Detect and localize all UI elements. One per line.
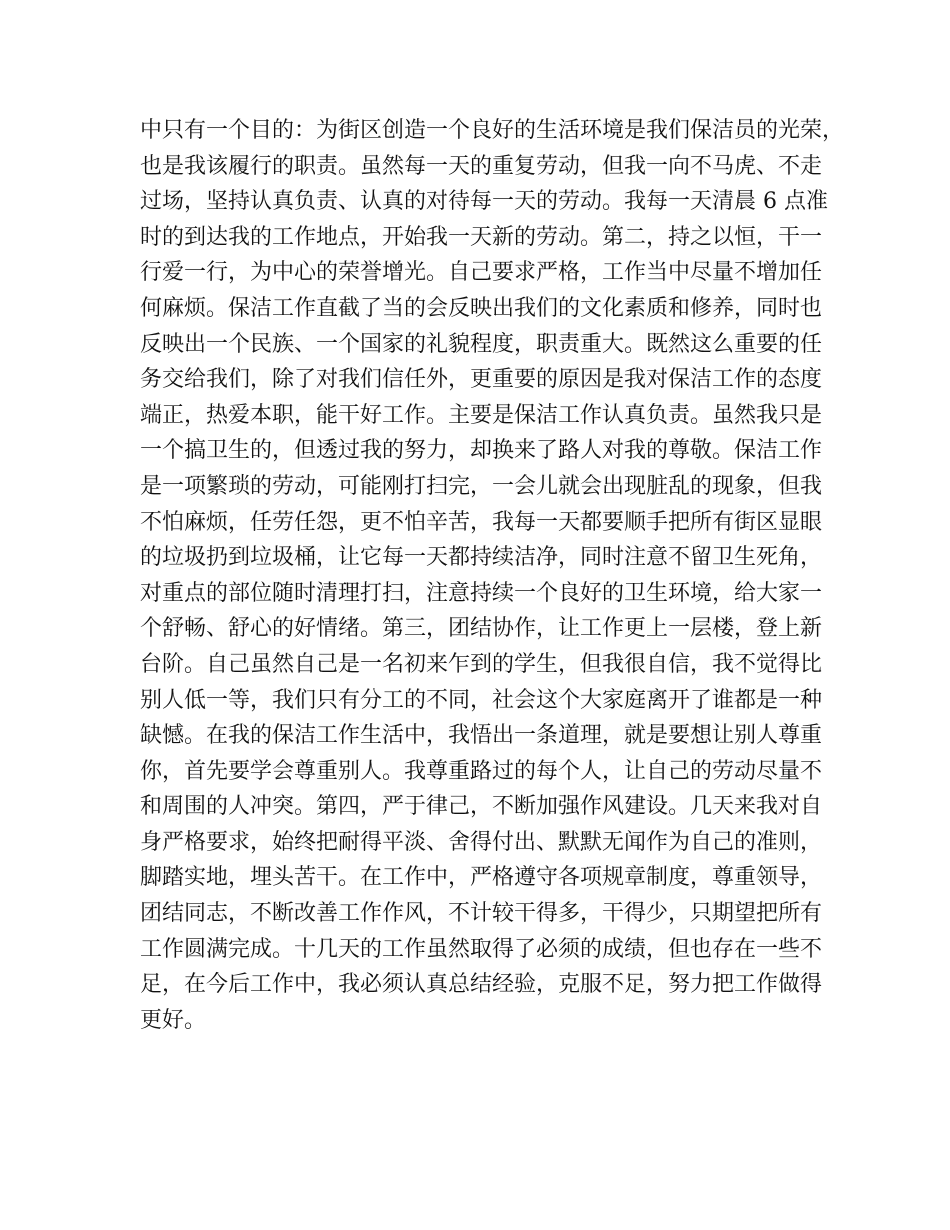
- text-line: 行爱一行，为中心的荣誉增光。自己要求严格，工作当中尽量不增加任: [140, 260, 823, 286]
- text-line: 不怕麻烦，任劳任怨，更不怕辛苦，我每一天都要顺手把所有街区显眼: [140, 509, 823, 535]
- text-line: 个舒畅、舒心的好情绪。第三，团结协作，让工作更上一层楼，登上新: [140, 616, 823, 642]
- text-line: 台阶。自己虽然自己是一名初来乍到的学生，但我很自信，我不觉得比: [140, 651, 823, 677]
- text-line: 是一项繁琐的劳动，可能刚打扫完，一会儿就会出现脏乱的现象，但我: [140, 473, 823, 499]
- text-line: 足，在今后工作中，我必须认真总结经验，克服不足，努力把工作做得: [140, 972, 823, 998]
- text-line: 脚踏实地，埋头苦干。在工作中，严格遵守各项规章制度，尊重领导，: [140, 865, 823, 891]
- text-line: 你，首先要学会尊重别人。我尊重路过的每个人，让自己的劳动尽量不: [140, 758, 823, 784]
- text-line: 身严格要求，始终把耐得平淡、舍得付出、默默无闻作为自己的准则，: [140, 829, 823, 855]
- text-line: 端正，热爱本职，能干好工作。主要是保洁工作认真负责。虽然我只是: [140, 402, 823, 428]
- body-paragraph: [140, 113, 845, 1038]
- text-line: 团结同志，不断改善工作作风，不计较干得多，干得少，只期望把所有: [140, 901, 823, 927]
- text-line: 别人低一等，我们只有分工的不同，社会这个大家庭离开了谁都是一种: [140, 687, 823, 713]
- text-line: 何麻烦。保洁工作直截了当的会反映出我们的文化素质和修养，同时也: [140, 295, 823, 321]
- text-line: 过场，坚持认真负责、认真的对待每一天的劳动。我每一天清晨 6 点准: [140, 189, 828, 215]
- text-line: 一个搞卫生的，但透过我的努力，却换来了路人对我的尊敬。保洁工作: [140, 438, 823, 464]
- text-line: 更好。: [140, 1007, 207, 1033]
- text-line: 时的到达我的工作地点，开始我一天新的劳动。第二，持之以恒，干一: [140, 224, 823, 250]
- text-line: 也是我该履行的职责。虽然每一天的重复劳动，但我一向不马虎、不走: [140, 153, 823, 179]
- text-line: 工作圆满完成。十几天的工作虽然取得了必须的成绩，但也存在一些不: [140, 936, 823, 962]
- text-line: 的垃圾扔到垃圾桶，让它每一天都持续洁净，同时注意不留卫生死角，: [140, 545, 823, 571]
- text-line: 和周围的人冲突。第四，严于律己，不断加强作风建设。几天来我对自: [140, 794, 823, 820]
- text-line: 对重点的部位随时清理打扫，注意持续一个良好的卫生环境，给大家一: [140, 580, 823, 606]
- text-line: 中只有一个目的：为街区创造一个良好的生活环境是我们保洁员的光荣，: [140, 118, 845, 143]
- text-line: 务交给我们，除了对我们信任外，更重要的原因是我对保洁工作的态度: [140, 367, 823, 393]
- text-line: 反映出一个民族、一个国家的礼貌程度，职责重大。既然这么重要的任: [140, 331, 823, 357]
- text-line: 缺憾。在我的保洁工作生活中，我悟出一条道理，就是要想让别人尊重: [140, 723, 823, 749]
